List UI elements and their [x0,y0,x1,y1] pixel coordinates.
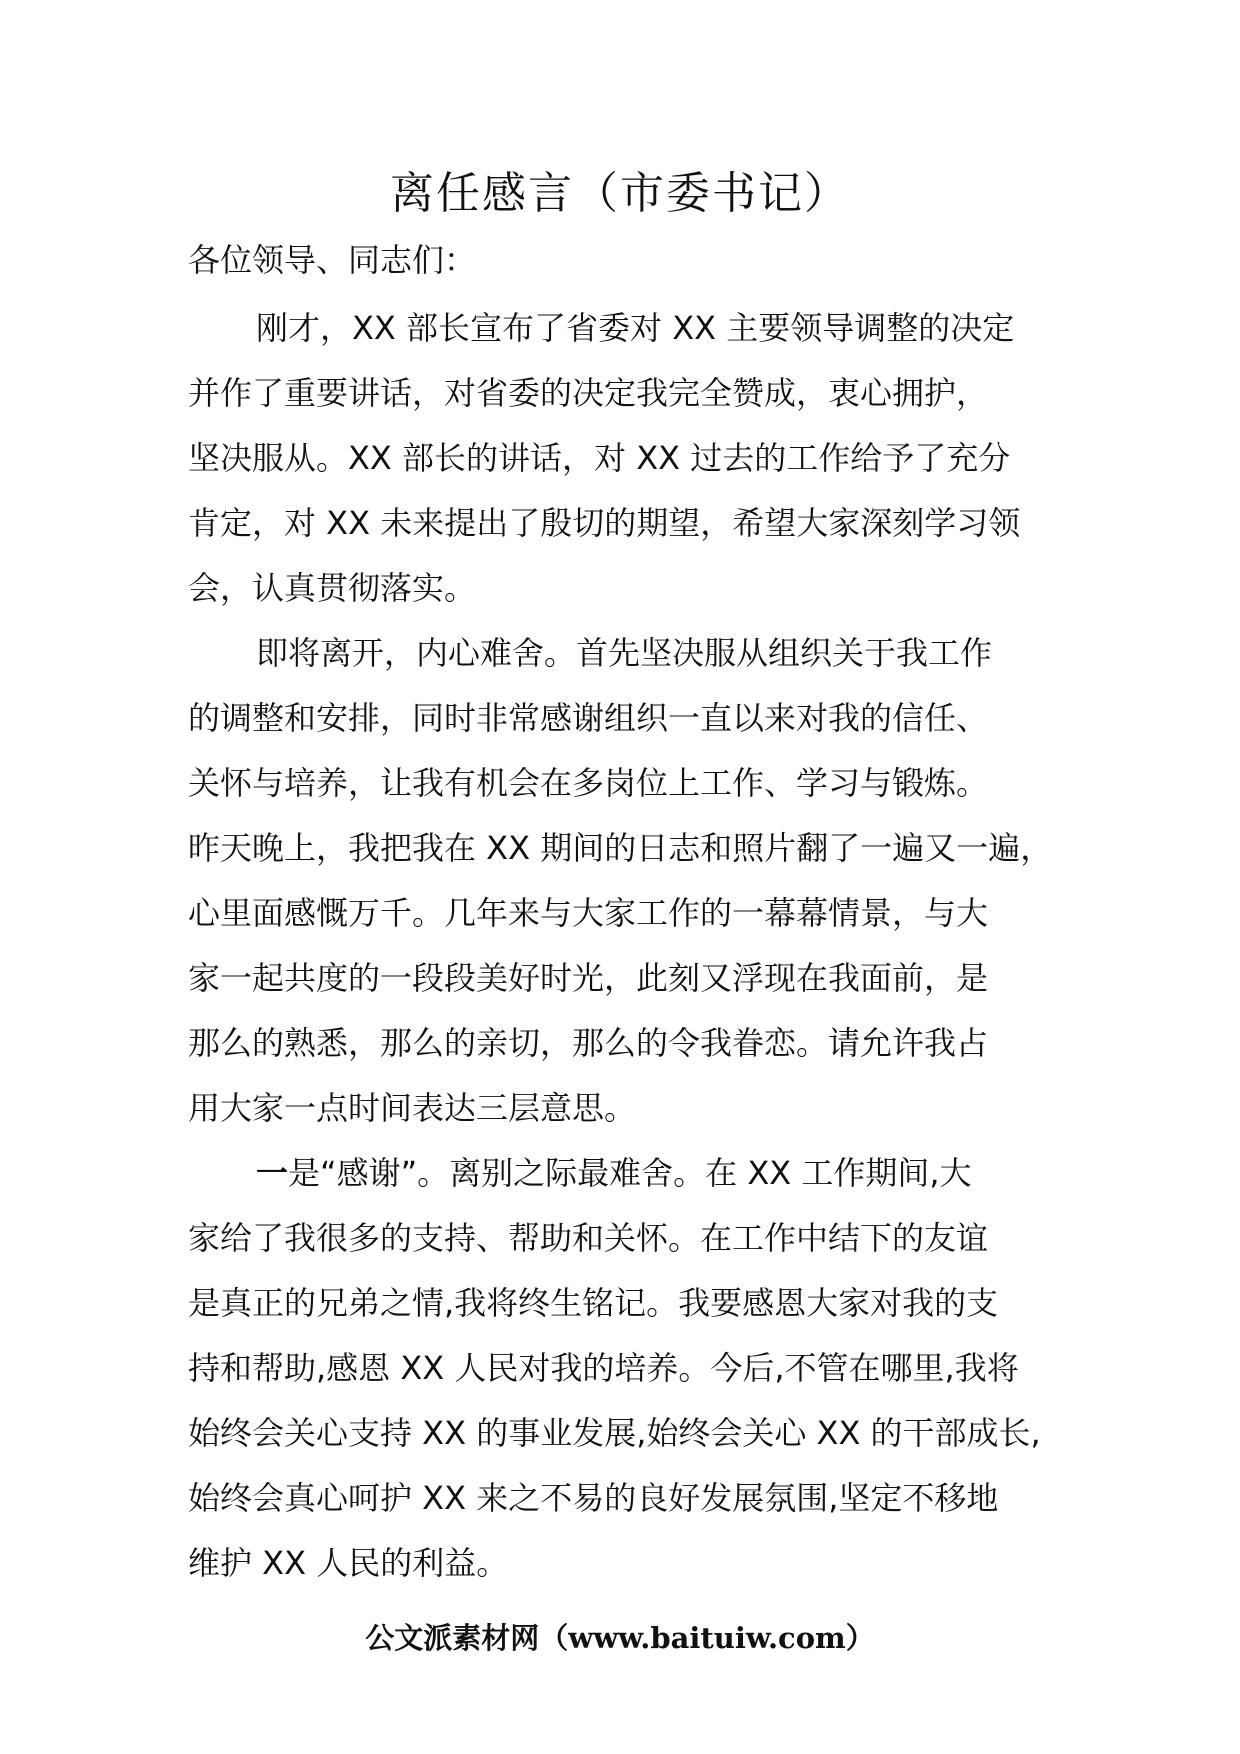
text-line: 家一起共度的一段段美好时光，此刻又浮现在我面前，是 [188,959,989,997]
text-line: 刚才，XX 部长宣布了省委对 XX 主要领导调整的决定 [256,309,1015,347]
salutation: 各位领导、同志们： [188,241,477,279]
text-line: 始终会关心支持 XX 的事业发展,始终会关心 XX 的干部成长, [188,1414,1041,1452]
text-line: 家给了我很多的支持、帮助和关怀。在工作中结下的友谊 [188,1219,989,1257]
text-line: 昨天晚上，我把我在 XX 期间的日志和照片翻了一遍又一遍， [188,829,1053,867]
text-line: 维护 XX 人民的利益。 [188,1544,509,1582]
text-line: 会，认真贯彻落实。 [188,569,477,607]
text-line: 那么的熟悉，那么的亲切，那么的令我眷恋。请允许我占 [188,1024,989,1062]
text-line: 心里面感慨万千。几年来与大家工作的一幕幕情景，与大 [188,894,989,932]
footer-source: 公文派素材网（www.baituiw.com） [365,1621,875,1655]
text-line: 是真正的兄弟之情,我将终生铭记。我要感恩大家对我的支 [188,1284,999,1322]
text-line: 始终会真心呵护 XX 来之不易的良好发展氛围,坚定不移地 [188,1479,999,1517]
text-line [256,1153,972,1193]
text-line: 并作了重要讲话，对省委的决定我完全赞成，衷心拥护， [188,374,989,412]
text-line-rest: 是“感谢”。离别之际最难舍。在 XX 工作期间,大 [288,1154,972,1192]
text-line: 的调整和安排，同时非常感谢组织一直以来对我的信任、 [188,699,989,737]
document-title: 离任感言（市委书记） [390,168,850,219]
text-line: 肯定，对 XX 未来提出了殷切的期望，希望大家深刻学习领 [188,504,1021,542]
bold-lead-text: 一 [256,1154,289,1192]
text-line: 即将离开，内心难舍。首先坚决服从组织关于我工作 [256,634,993,672]
text-line: 持和帮助,感恩 XX 人民对我的培养。今后,不管在哪里,我将 [188,1349,1019,1387]
text-line: 用大家一点时间表达三层意思。 [188,1089,637,1127]
text-line: 坚决服从。XX 部长的讲话，对 XX 过去的工作给予了充分 [188,439,1011,477]
text-line: 关怀与培养，让我有机会在多岗位上工作、学习与锻炼。 [188,764,989,802]
